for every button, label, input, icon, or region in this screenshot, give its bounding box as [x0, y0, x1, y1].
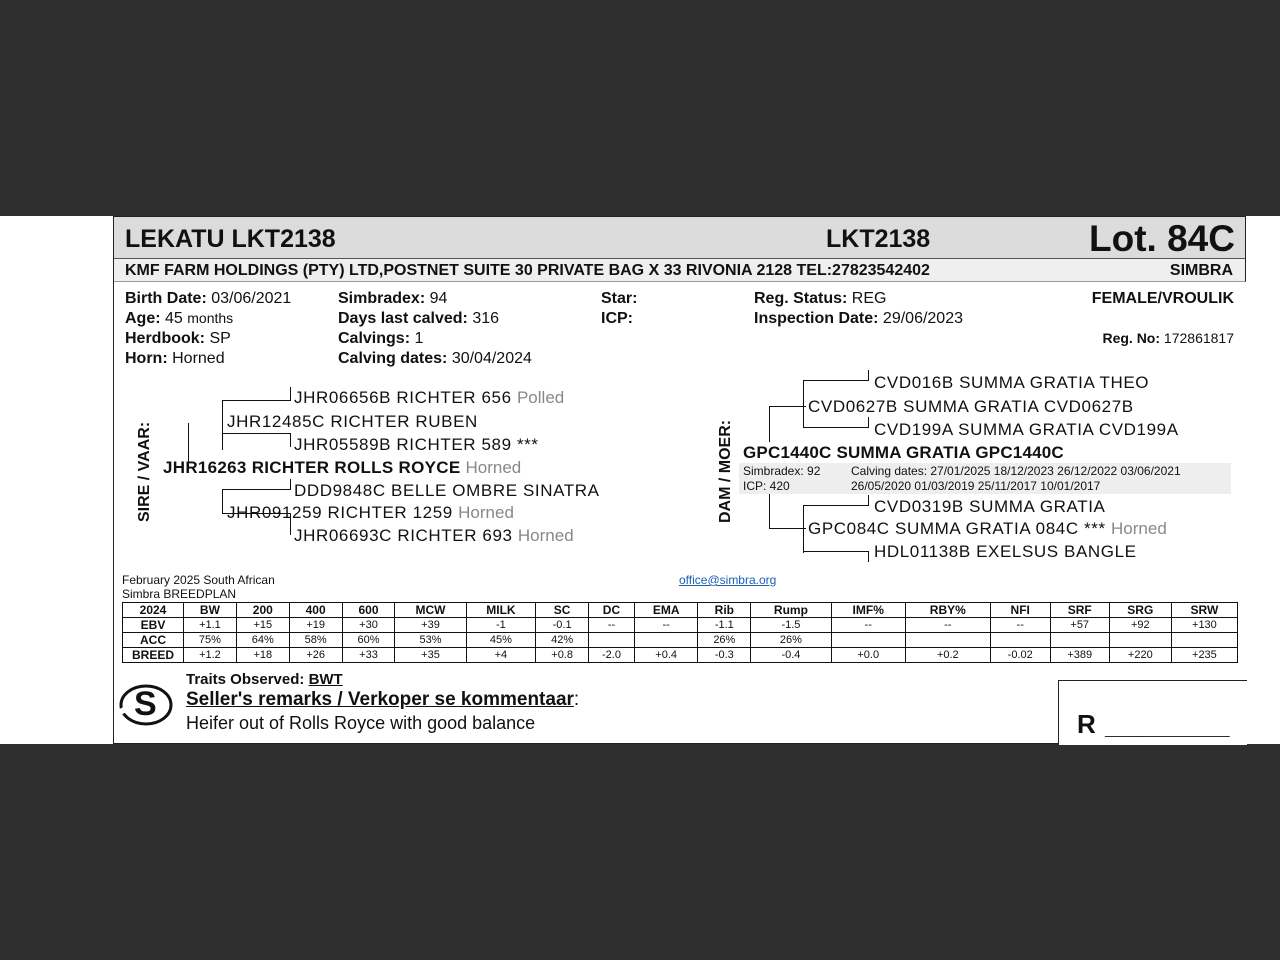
- dam-tree-line: [769, 528, 806, 529]
- sire-tree-line: [222, 400, 223, 450]
- ebv-cell: +39: [395, 618, 466, 633]
- ebv-header-cell: Rump: [751, 603, 831, 618]
- sire-tree-line: [222, 489, 223, 513]
- ebv-header-cell: BW: [184, 603, 237, 618]
- ebv-header-cell: NFI: [990, 603, 1050, 618]
- ebv-cell: +30: [342, 618, 395, 633]
- sellers-remarks: Heifer out of Rolls Royce with good balance: [186, 713, 536, 733]
- reg-number: Reg. No: 172861817: [1102, 330, 1234, 346]
- price-label: R: [1077, 709, 1096, 739]
- ebv-cell: [634, 633, 698, 648]
- ebv-cell: +0.4: [634, 648, 698, 663]
- dam-label: DAM / MOER:: [717, 419, 734, 523]
- ebv-cell: --: [589, 618, 635, 633]
- dam-tree-line: [803, 427, 868, 428]
- ebv-row-label: BREED: [123, 648, 184, 663]
- herdbook: Herdbook: SP: [125, 330, 231, 347]
- ebv-cell: [990, 633, 1050, 648]
- breedplan-line1: February 2025 South African: [122, 573, 275, 587]
- ebv-cell: +130: [1171, 618, 1237, 633]
- ebv-cell: -0.02: [990, 648, 1050, 663]
- ebv-cell: 26%: [698, 633, 751, 648]
- ebv-row: [123, 648, 1238, 663]
- header-bar: [114, 217, 1246, 259]
- breed-name: SIMBRA: [1169, 262, 1233, 279]
- ebv-cell: +35: [395, 648, 466, 663]
- ebv-header-cell: 600: [342, 603, 395, 618]
- breedplan-line2: Simbra BREEDPLAN: [122, 587, 237, 601]
- price-box: [1058, 680, 1247, 745]
- dam-tree-line: [868, 495, 869, 506]
- ebv-cell: --: [634, 618, 698, 633]
- dam-main: GPC1440C SUMMA GRATIA GPC1440C: [743, 443, 1064, 462]
- dam-tree-line: [769, 406, 770, 442]
- lot-number: Lot. 84C: [1089, 218, 1235, 259]
- ebv-cell: +57: [1050, 618, 1109, 633]
- ebv-header-cell: SRW: [1171, 603, 1237, 618]
- ebv-cell: +1.1: [184, 618, 237, 633]
- ebv-header-cell: IMF%: [831, 603, 905, 618]
- days-last-calved: Days last calved: 316: [338, 310, 500, 327]
- sire-gp3: DDD9848C BELLE OMBRE SINATRA: [294, 481, 600, 500]
- ebv-header-cell: SC: [536, 603, 589, 618]
- dam-parent2: GPC084C SUMMA GRATIA 084C *** Horned: [808, 519, 1167, 538]
- sire-tree-line: [222, 489, 290, 490]
- animal-record-card: [113, 216, 1246, 744]
- ebv-cell: +4: [466, 648, 536, 663]
- calving-dates: Calving dates: 30/04/2024: [338, 350, 532, 367]
- ebv-cell: 60%: [342, 633, 395, 648]
- ebv-header-cell: MILK: [466, 603, 536, 618]
- ebv-cell: +19: [289, 618, 342, 633]
- dam-tree-line: [803, 380, 804, 428]
- simbra-logo: [116, 683, 174, 727]
- ebv-cell: +0.0: [831, 648, 905, 663]
- ebv-cell: +0.8: [536, 648, 589, 663]
- sire-tree-line: [290, 479, 291, 490]
- ebv-header-cell: 400: [289, 603, 342, 618]
- dam-simbradex: Simbradex: 92: [743, 464, 821, 478]
- ebv-header-cell: RBY%: [905, 603, 990, 618]
- ebv-cell: 75%: [184, 633, 237, 648]
- sire-gp4: JHR06693C RICHTER 693 Horned: [294, 526, 574, 545]
- dam-tree-line: [868, 417, 869, 428]
- dam-parent1: CVD0627B SUMMA GRATIA CVD0627B: [808, 397, 1134, 416]
- icp-label: ICP:: [601, 310, 633, 327]
- ebv-table: [122, 602, 1238, 663]
- ebv-header-cell: Rib: [698, 603, 751, 618]
- ebv-header-cell: DC: [589, 603, 635, 618]
- dam-gp3: CVD0319B SUMMA GRATIA: [874, 497, 1106, 516]
- sire-main: JHR16263 RICHTER ROLLS ROYCE Horned: [163, 458, 522, 477]
- ebv-cell: 64%: [236, 633, 289, 648]
- sire-tree-line: [290, 433, 291, 447]
- ebv-cell: +235: [1171, 648, 1237, 663]
- star-label: Star:: [601, 290, 638, 307]
- email-link[interactable]: office@simbra.org: [679, 573, 777, 587]
- birth-date: Birth Date: 03/06/2021: [125, 290, 292, 307]
- price-line[interactable]: ________________: [1105, 721, 1230, 737]
- sire-label: SIRE / VAAR:: [136, 421, 153, 522]
- dam-tree-line: [803, 551, 868, 552]
- dam-gp1: CVD016B SUMMA GRATIA THEO: [874, 373, 1150, 392]
- ebv-cell: --: [990, 618, 1050, 633]
- horn-status: Horn: Horned: [125, 350, 225, 367]
- sellers-remarks-label: Seller's remarks / Verkoper se kommentaar:: [186, 689, 580, 710]
- dam-gp4: HDL01138B EXELSUS BANGLE: [874, 542, 1137, 561]
- ebv-cell: +18: [236, 648, 289, 663]
- ebv-cell: [905, 633, 990, 648]
- ebv-cell: +92: [1109, 618, 1171, 633]
- owner-bar: [114, 259, 1246, 282]
- ebv-cell: 53%: [395, 633, 466, 648]
- ebv-cell: [1109, 633, 1171, 648]
- sire-parent1: JHR12485C RICHTER RUBEN: [227, 412, 478, 431]
- dam-icp: ICP: 420: [743, 479, 790, 493]
- sire-tree-line: [222, 400, 290, 401]
- ebv-cell: 42%: [536, 633, 589, 648]
- sire-tree-line: [222, 433, 290, 434]
- age: Age: 45 months: [125, 310, 234, 327]
- ebv-row-label: EBV: [123, 618, 184, 633]
- record-page: [0, 216, 1280, 744]
- animal-name: LEKATU LKT2138: [125, 225, 336, 253]
- ebv-cell: 45%: [466, 633, 536, 648]
- ebv-cell: +26: [289, 648, 342, 663]
- ebv-header-cell: EMA: [634, 603, 698, 618]
- ebv-cell: +389: [1050, 648, 1109, 663]
- animal-code: LKT2138: [826, 225, 931, 253]
- dam-tree-line: [803, 505, 804, 553]
- ebv-cell: --: [905, 618, 990, 633]
- sire-gp2: JHR05589B RICHTER 589 ***: [294, 435, 539, 454]
- ebv-header-row: [123, 603, 1238, 618]
- ebv-cell: -1: [466, 618, 536, 633]
- inspection-date: Inspection Date: 29/06/2023: [754, 310, 963, 327]
- ebv-cell: 58%: [289, 633, 342, 648]
- dam-tree-line: [868, 370, 869, 381]
- ebv-cell: -0.1: [536, 618, 589, 633]
- ebv-cell: -2.0: [589, 648, 635, 663]
- ebv-header-cell: MCW: [395, 603, 466, 618]
- sire-parent2: JHR091259 RICHTER 1259 Horned: [227, 503, 514, 522]
- traits-observed: Traits Observed: BWT: [186, 671, 343, 688]
- ebv-row: [123, 618, 1238, 633]
- ebv-cell: +1.2: [184, 648, 237, 663]
- ebv-cell: +220: [1109, 648, 1171, 663]
- dam-tree-line: [769, 493, 770, 529]
- ebv-cell: [1050, 633, 1109, 648]
- ebv-cell: +15: [236, 618, 289, 633]
- owner-address: KMF FARM HOLDINGS (PTY) LTD,POSTNET SUITE 30 PRIVATE BAG X 33 RIVONIA 2128 TEL:27823542402: [125, 262, 930, 279]
- dam-tree-line: [769, 406, 806, 407]
- dam-tree-line: [868, 551, 869, 562]
- ebv-row-label: ACC: [123, 633, 184, 648]
- sire-gp1: JHR06656B RICHTER 656 Polled: [294, 388, 565, 407]
- ebv-cell: +33: [342, 648, 395, 663]
- ebv-cell: -1.1: [698, 618, 751, 633]
- ebv-row: [123, 633, 1238, 648]
- ebv-cell: --: [831, 618, 905, 633]
- ebv-cell: -0.3: [698, 648, 751, 663]
- ebv-cell: [831, 633, 905, 648]
- ebv-header-cell: 200: [236, 603, 289, 618]
- ebv-cell: [1171, 633, 1237, 648]
- ebv-cell: -1.5: [751, 618, 831, 633]
- logo-letter: S: [134, 685, 157, 723]
- ebv-header-cell: SRF: [1050, 603, 1109, 618]
- dam-tree-line: [803, 505, 868, 506]
- dam-calving-dates-1: Calving dates: 27/01/2025 18/12/2023 26/12/2022 03/06/2021: [851, 464, 1181, 478]
- reg-status: Reg. Status: REG: [754, 290, 887, 307]
- calvings: Calvings: 1: [338, 330, 424, 347]
- dam-tree-line: [803, 380, 868, 381]
- sire-tree-line: [290, 387, 291, 401]
- dam-calving-dates-2: 26/05/2020 01/03/2019 25/11/2017 10/01/2017: [851, 479, 1101, 493]
- sex-label: FEMALE/VROULIK: [1091, 290, 1234, 307]
- ebv-header-cell: SRG: [1109, 603, 1171, 618]
- ebv-header-cell: 2024: [123, 603, 184, 618]
- ebv-cell: [589, 633, 635, 648]
- simbradex: Simbradex: 94: [338, 290, 448, 307]
- ebv-cell: -0.4: [751, 648, 831, 663]
- ebv-cell: +0.2: [905, 648, 990, 663]
- dam-gp2: CVD199A SUMMA GRATIA CVD199A: [874, 420, 1179, 439]
- ebv-cell: 26%: [751, 633, 831, 648]
